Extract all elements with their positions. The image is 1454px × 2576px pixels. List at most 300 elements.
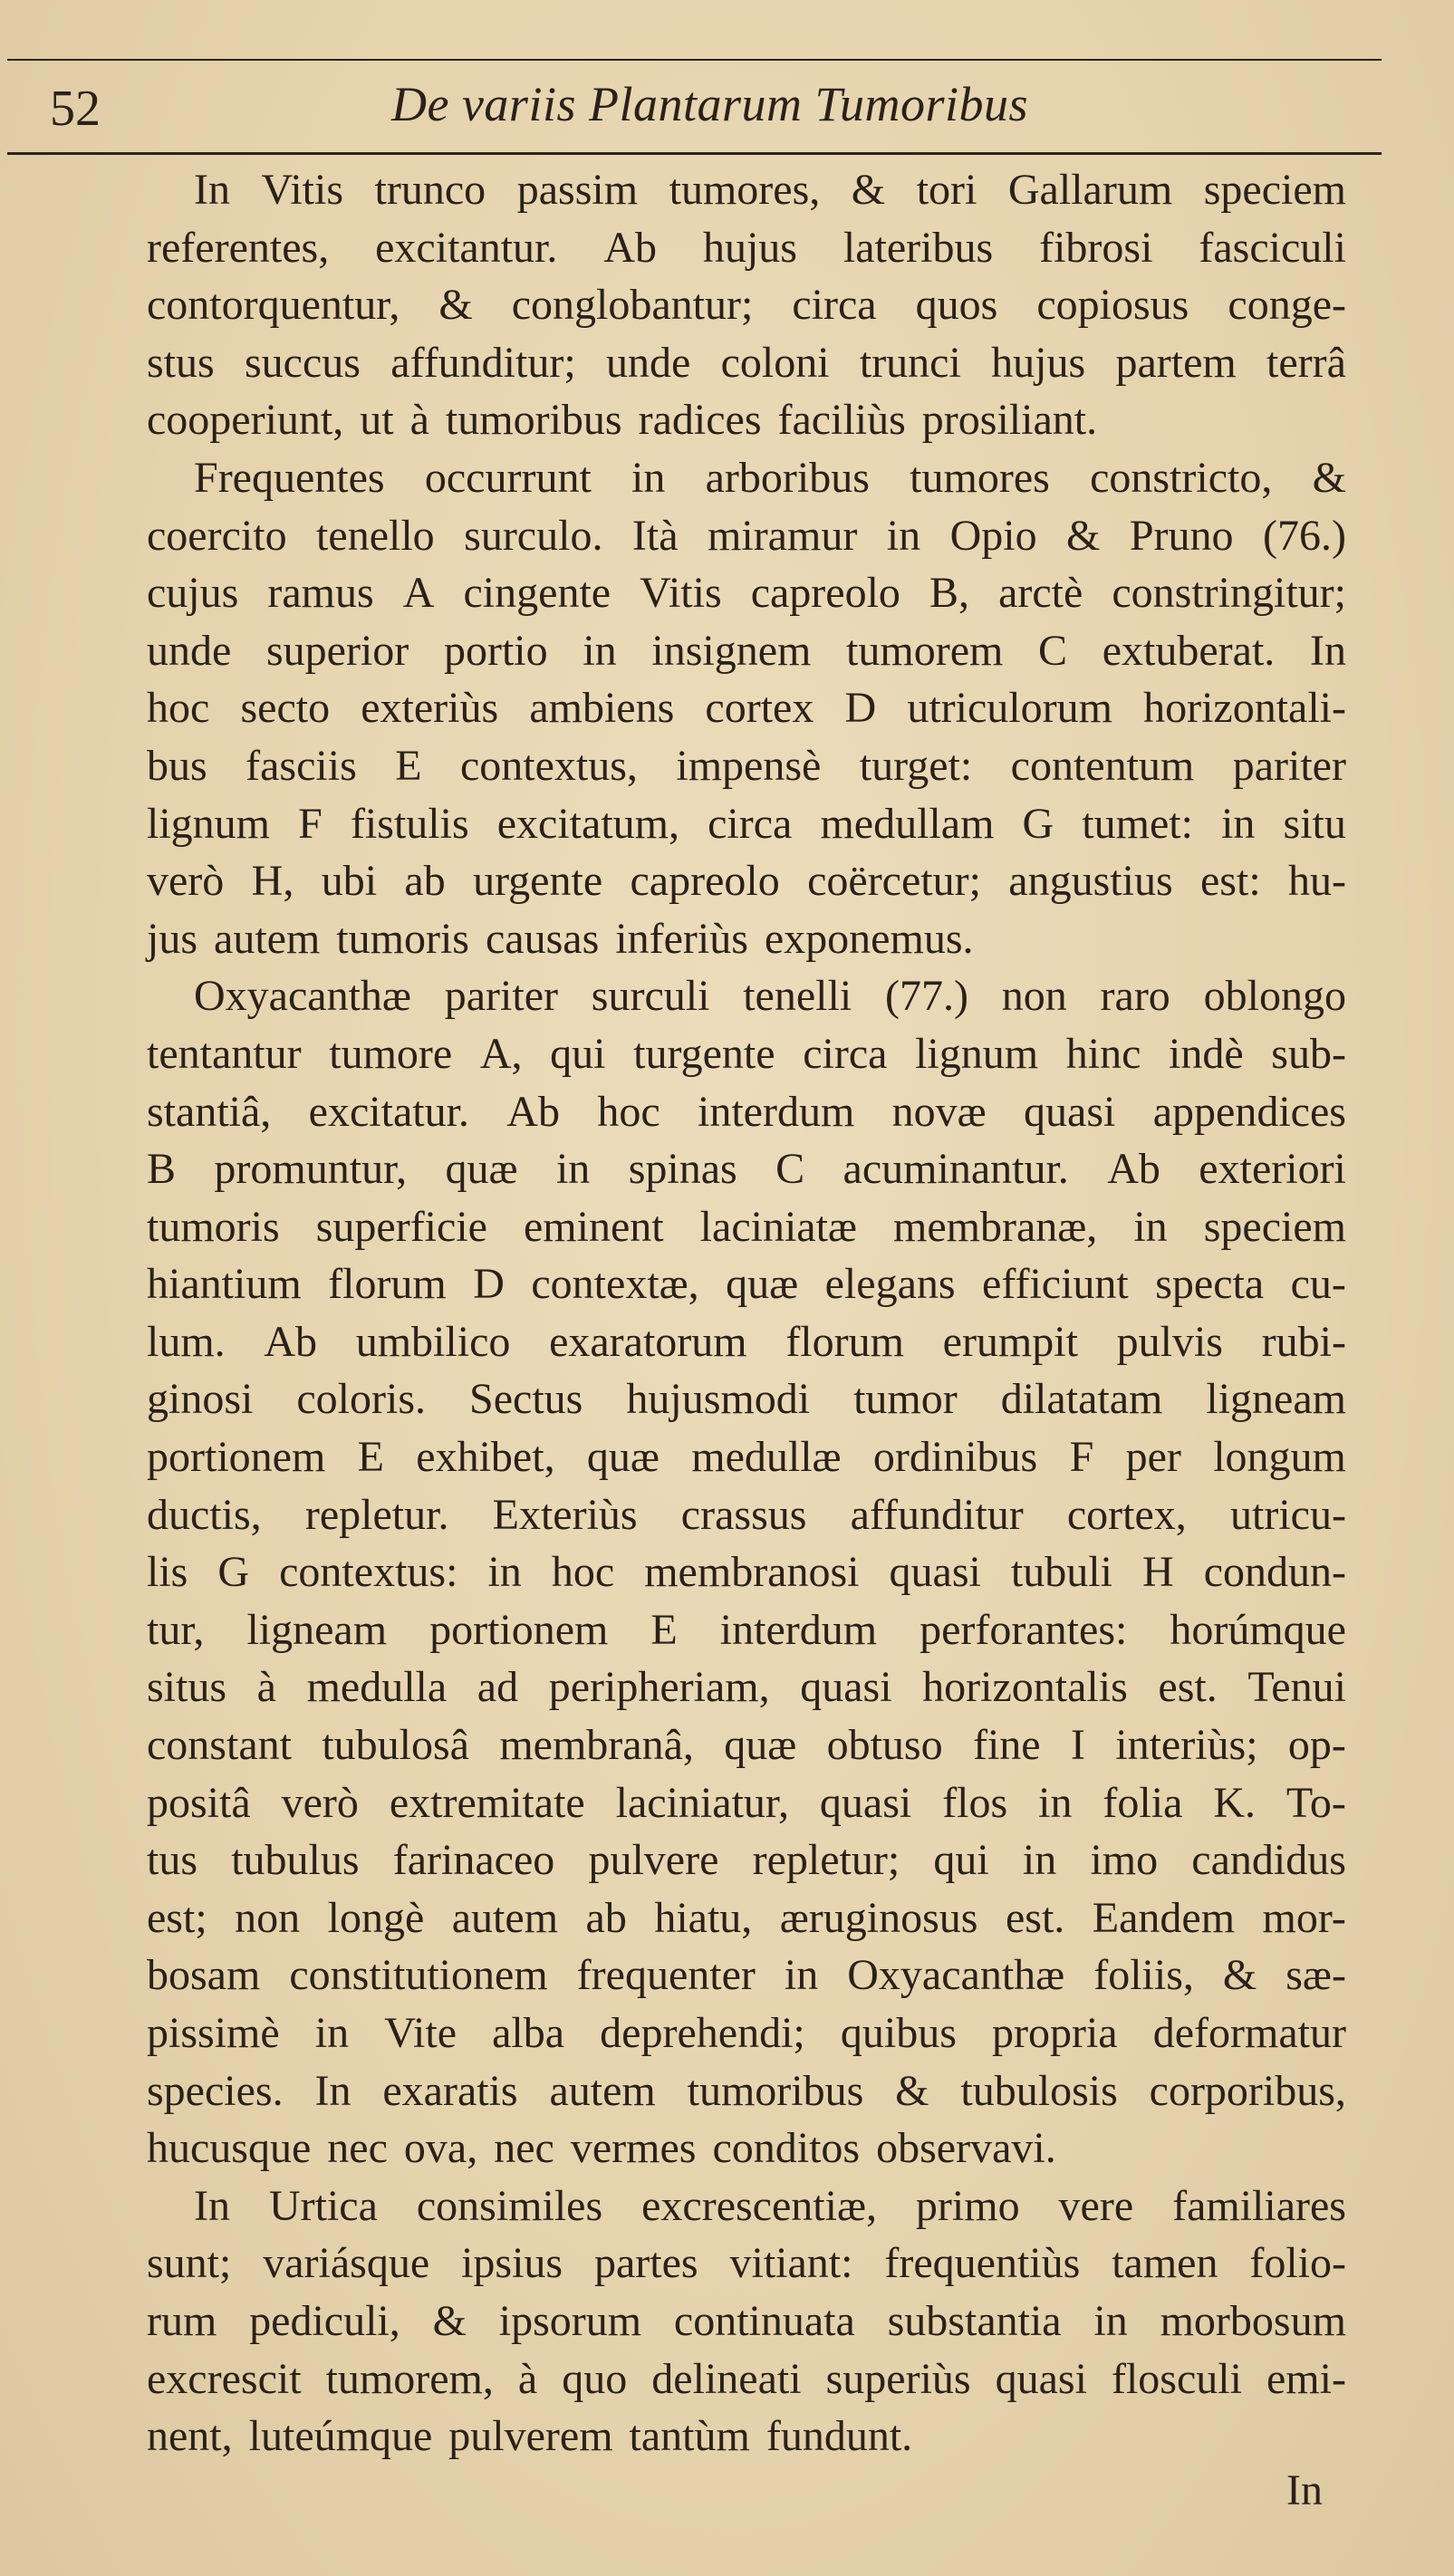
word: dilatatam [1000,1375,1163,1424]
word: hucusque [147,2124,312,2173]
word: interdum [697,1087,855,1136]
word: folio- [1249,2239,1346,2288]
text-line [147,1428,1346,1486]
word: Urtica [268,2181,378,2230]
word: verò [147,857,225,906]
word: longè [327,1893,425,1942]
word: conge- [1228,281,1346,330]
text-line [147,391,1346,449]
word: tumor [853,1375,958,1424]
word: ambiens [529,684,675,733]
word: hoc [551,1548,615,1597]
word: raro [1100,972,1170,1021]
word: quo [562,2354,628,2403]
text-line [147,852,1346,910]
word: I [1070,1721,1085,1770]
text-line [147,910,1346,968]
word: specta [1155,1260,1265,1309]
word: obtuso [826,1721,943,1770]
word: ramus [267,569,374,618]
word: conglobantur; [511,281,754,330]
word: ginosi [147,1375,254,1424]
text-line [147,1255,1346,1313]
word: rum [147,2296,217,2345]
word: quos [915,281,998,330]
word: perforantes: [920,1605,1128,1654]
word: mor- [1262,1893,1346,1942]
word: hoc [597,1087,660,1136]
word: Gallarum [1007,166,1173,214]
text-line [147,2062,1346,2120]
word: appendices [1152,1087,1346,1136]
word: In [1310,626,1346,675]
word: spinas [628,1145,737,1194]
word: B [147,1145,177,1194]
word: folia [1103,1778,1183,1827]
word: D [473,1260,505,1309]
page-number: 52 [50,81,101,137]
word: membranæ, [893,1202,1098,1251]
word: cooperiunt, [147,396,344,445]
word: propria [991,2009,1118,2057]
word: superior [266,626,409,675]
word: emi- [1266,2354,1346,2403]
word: C [775,1145,805,1194]
word: ova, [403,2124,478,2173]
word: & [1312,453,1346,502]
word: flos [942,1778,1008,1827]
word: tur, [147,1605,205,1654]
word: secto [240,684,331,733]
word: deprehendi; [600,2009,805,2057]
word: constant [147,1721,292,1770]
word: lignum [147,799,271,848]
word: tenello [316,511,435,560]
text-line [147,2292,1346,2350]
word: lignum [915,1029,1039,1078]
text-line [147,2177,1346,2235]
word: capreolo [630,857,780,906]
word: urgente [473,857,603,906]
word: excitatum, [496,799,679,848]
word: pariter [1232,741,1346,790]
word: superficie [315,1202,487,1251]
word: laciniatæ [699,1202,857,1251]
word: coloni [720,338,830,387]
word: sæ- [1285,1951,1346,2000]
word: Oxyacanthæ [194,972,411,1021]
word: excitatur. [308,1087,469,1136]
word: rubi- [1261,1317,1346,1366]
word: in [631,453,666,502]
word: referentes, [147,223,330,272]
word: qui [550,1029,606,1078]
word: exteriùs [361,684,499,733]
word: Frequentes [194,453,385,502]
word: est. [1158,1663,1218,1712]
word: quibus [840,2009,957,2057]
word: constitutionem [289,1951,548,2000]
word: Ità [631,511,679,560]
word: causas [485,914,600,963]
word: cujus [147,569,239,618]
word: ut [360,396,394,445]
word: longum [1213,1433,1346,1482]
word: terrâ [1266,338,1346,387]
word: H [1141,1548,1174,1597]
word: in [583,626,617,675]
word: In [314,2066,351,2115]
word: in [555,1145,591,1194]
word: fundunt. [766,2412,913,2461]
word: cu- [1290,1260,1346,1309]
word: superiùs [825,2354,971,2403]
word: tori [916,166,977,214]
word: A, [479,1029,523,1078]
text-line [147,1083,1346,1141]
word: continuata [673,2296,855,2345]
word: tus [147,1836,198,1885]
word: contextæ, [531,1260,699,1309]
word: in [1133,1202,1168,1251]
word: coercito [147,511,287,560]
word: efficiunt [982,1260,1129,1309]
word: tumoris [336,914,469,963]
word: fasciculi [1199,223,1346,272]
word: quasi [889,1548,981,1597]
word: interiùs; [1115,1721,1258,1770]
word: angustius [1008,857,1173,906]
word: tumoribus [445,396,622,445]
word: extremitate [389,1778,585,1827]
word: morbosum [1160,2296,1346,2345]
word: E [650,1605,678,1654]
word: tubulosâ [322,1721,469,1770]
text-line [147,795,1346,853]
word: quæ [445,1145,518,1194]
word: tumore [329,1029,453,1078]
running-head: De variis Plantarum Tumoribus [391,77,1029,131]
word: substantia [887,2296,1062,2345]
word: op- [1287,1721,1346,1770]
text-line [147,1774,1346,1832]
word: luteúmque [248,2412,433,2461]
word: exhibet, [416,1433,555,1482]
word: quæ [724,1721,797,1770]
word: turget: [859,741,973,790]
word: vere [1058,2181,1134,2230]
word: exaratis [382,2066,518,2115]
word: horúmque [1170,1605,1346,1654]
word: situ [1283,799,1346,848]
word: succus [245,338,361,387]
word: surculo. [464,511,603,560]
word: autem [549,2066,656,2115]
word: pulvere [588,1836,719,1885]
word: excrescit [147,2354,302,2403]
word: in [1022,1836,1057,1885]
word: & [1066,511,1101,560]
word: Opio [949,511,1037,560]
word: vermes [570,2124,697,2173]
word: extuberat. [1102,626,1276,675]
word: nec [494,2124,554,2173]
page-body [147,161,1346,2465]
header-rule [7,152,1382,155]
word: flosculi [1111,2354,1242,2403]
word: contextus: [279,1548,458,1597]
text-line [147,1370,1346,1428]
word: & [432,2296,467,2345]
word: membranosi [644,1548,860,1597]
word: in [1093,2296,1128,2345]
word: tumet: [1082,799,1193,848]
word: bosam [147,1951,261,2000]
word: stantiâ, [147,1087,272,1136]
word: prosiliant. [921,396,1098,445]
word: cingente [463,569,611,618]
word: coloris. [296,1375,427,1424]
word: ab [404,857,446,906]
text-line [147,507,1346,565]
word: impensè [676,741,822,790]
word: Vitis [640,569,722,618]
word: fistulis [350,799,469,848]
word: frequenter [576,1951,756,2000]
word: portionem [147,1433,326,1482]
word: hiatu, [654,1893,753,1942]
word: (76.) [1263,511,1346,560]
word: & [851,166,886,214]
text-line [147,1140,1346,1198]
word: G [217,1548,250,1597]
word: nec [327,2124,388,2173]
word: primo [915,2181,1020,2230]
word: per [1125,1433,1181,1482]
word: hujusmodi [626,1375,811,1424]
word: repletur. [304,1490,449,1539]
word: species. [147,2066,284,2115]
word: hiantium [147,1260,302,1309]
word: tumores, [669,166,821,214]
word: novæ [891,1087,987,1136]
word: partes [593,2239,698,2288]
word: pediculi, [249,2296,400,2345]
word: horizontalis [922,1663,1128,1712]
word: est: [1200,857,1261,906]
text-line [147,564,1346,622]
word: exponemus. [764,914,974,963]
word: à [409,396,429,445]
word: tubulus [231,1836,360,1885]
word: pissimè [147,2009,280,2057]
word: ordinibus [872,1433,1038,1482]
word: lum. [147,1317,226,1366]
word: exaratorum [549,1317,747,1366]
word: autem [214,914,321,963]
text-line [147,1198,1346,1256]
word: passim [516,166,639,214]
word: coërcetur; [807,857,981,906]
word: Pruno [1129,511,1234,560]
word: foliis, [1093,1951,1194,2000]
text-line [147,1313,1346,1371]
word: variásque [263,2239,430,2288]
word: familiares [1172,2181,1346,2230]
word: consimiles [416,2181,603,2230]
word: stus [147,338,215,387]
word: tubuli [1010,1548,1112,1597]
word: speciem [1203,1202,1346,1251]
word: horizontali- [1143,684,1346,733]
word: Ab [1107,1145,1160,1194]
word: lis [147,1548,188,1597]
word: situs [147,1663,227,1712]
word: E [357,1433,384,1482]
word: exteriori [1199,1145,1346,1194]
word: trunci [859,338,961,387]
word: radices [638,396,762,445]
text-line [147,1889,1346,1947]
word: medullæ [691,1433,842,1482]
text-line [147,1486,1346,1544]
word: In [194,2181,230,2230]
text-line [147,1831,1346,1889]
word: cortex, [1066,1490,1187,1539]
word: eminent [524,1202,664,1251]
text-line [147,2004,1346,2062]
word: excrescentiæ, [641,2181,877,2230]
word: in [886,511,921,560]
word: inferiùs [615,914,748,963]
word: excitantur. [375,223,558,272]
word: in [1221,799,1256,848]
word: Ab [603,223,657,272]
text-line [147,967,1346,1025]
word: umbilico [355,1317,511,1366]
word: interdum [719,1605,878,1654]
word: contentum [1010,741,1195,790]
word: vitiant: [729,2239,853,2288]
word: florum [785,1317,904,1366]
word: ubi [321,857,378,906]
word: elegans [824,1260,956,1309]
word: Ab [506,1087,560,1136]
word: nent, [147,2412,233,2461]
word: circa [803,1029,888,1078]
word: verò [281,1778,359,1827]
word: in [487,1548,522,1597]
word: A [402,569,435,618]
word: arctè [998,569,1083,618]
word: quasi [819,1778,912,1827]
word: contextus, [459,741,638,790]
word: portionem [429,1605,609,1654]
word: medulla [306,1663,448,1712]
word: copiosus [1036,281,1189,330]
text-line [147,334,1346,392]
word: F [1069,1433,1094,1482]
word: ipsius [461,2239,563,2288]
word: tumorem [846,626,1004,675]
word: H, [251,857,294,906]
word: fasciis [246,741,357,790]
word: tantùm [629,2412,750,2461]
word: B, [929,569,969,618]
word: indè [1169,1029,1244,1078]
word: fibrosi [1039,223,1153,272]
word: tumoribus [687,2066,864,2115]
word: & [438,281,473,330]
word: laciniatur, [615,1778,789,1827]
word: E [395,741,422,790]
word: à [517,2354,538,2403]
word: (77.) [884,972,968,1021]
word: non [1001,972,1067,1021]
word: Ab [264,1317,318,1366]
text-line [147,737,1346,795]
word: qui [933,1836,989,1885]
text-line [147,622,1346,680]
word: arboribus [705,453,870,502]
word: constricto, [1090,453,1273,502]
word: & [1222,1951,1257,2000]
word: candidus [1191,1836,1346,1885]
word: oblongo [1203,972,1346,1021]
word: G [1022,799,1054,848]
word: est. [1005,1893,1065,1942]
text-line [147,2119,1346,2177]
word: affunditur; [390,338,576,387]
word: ab [585,1893,627,1942]
word: tentantur [147,1029,302,1078]
word: unde [605,338,691,387]
word: quasi [995,2354,1087,2403]
word: tumorem, [325,2354,494,2403]
word: Sectus [469,1375,583,1424]
word: autem [451,1893,559,1942]
word: hinc [1065,1029,1141,1078]
text-line [147,276,1346,334]
word: circa [708,799,793,848]
word: est; [147,1893,207,1942]
word: bus [147,741,207,790]
word: farinaceo [392,1836,555,1885]
word: sunt; [147,2239,232,2288]
word: in [1038,1778,1073,1827]
word: capreolo [750,569,900,618]
word: To- [1285,1778,1346,1827]
word: hoc [147,684,210,733]
word: ipsorum [498,2296,642,2345]
word: Oxyacanthæ [847,1951,1065,2000]
word: surculi [591,972,710,1021]
word: occurrunt [424,453,592,502]
word: quasi [800,1663,892,1712]
word: tumores [910,453,1050,502]
text-line [147,1543,1346,1601]
word: alba [492,2009,565,2057]
word: tenelli [743,972,852,1021]
word: hu- [1288,857,1346,906]
word: partem [1115,338,1237,387]
word: D [844,684,877,733]
word: Eandem [1092,1893,1236,1942]
text-line [147,1658,1346,1716]
word: & [895,2066,929,2115]
word: lateribus [843,223,994,272]
text-line [147,2235,1346,2292]
